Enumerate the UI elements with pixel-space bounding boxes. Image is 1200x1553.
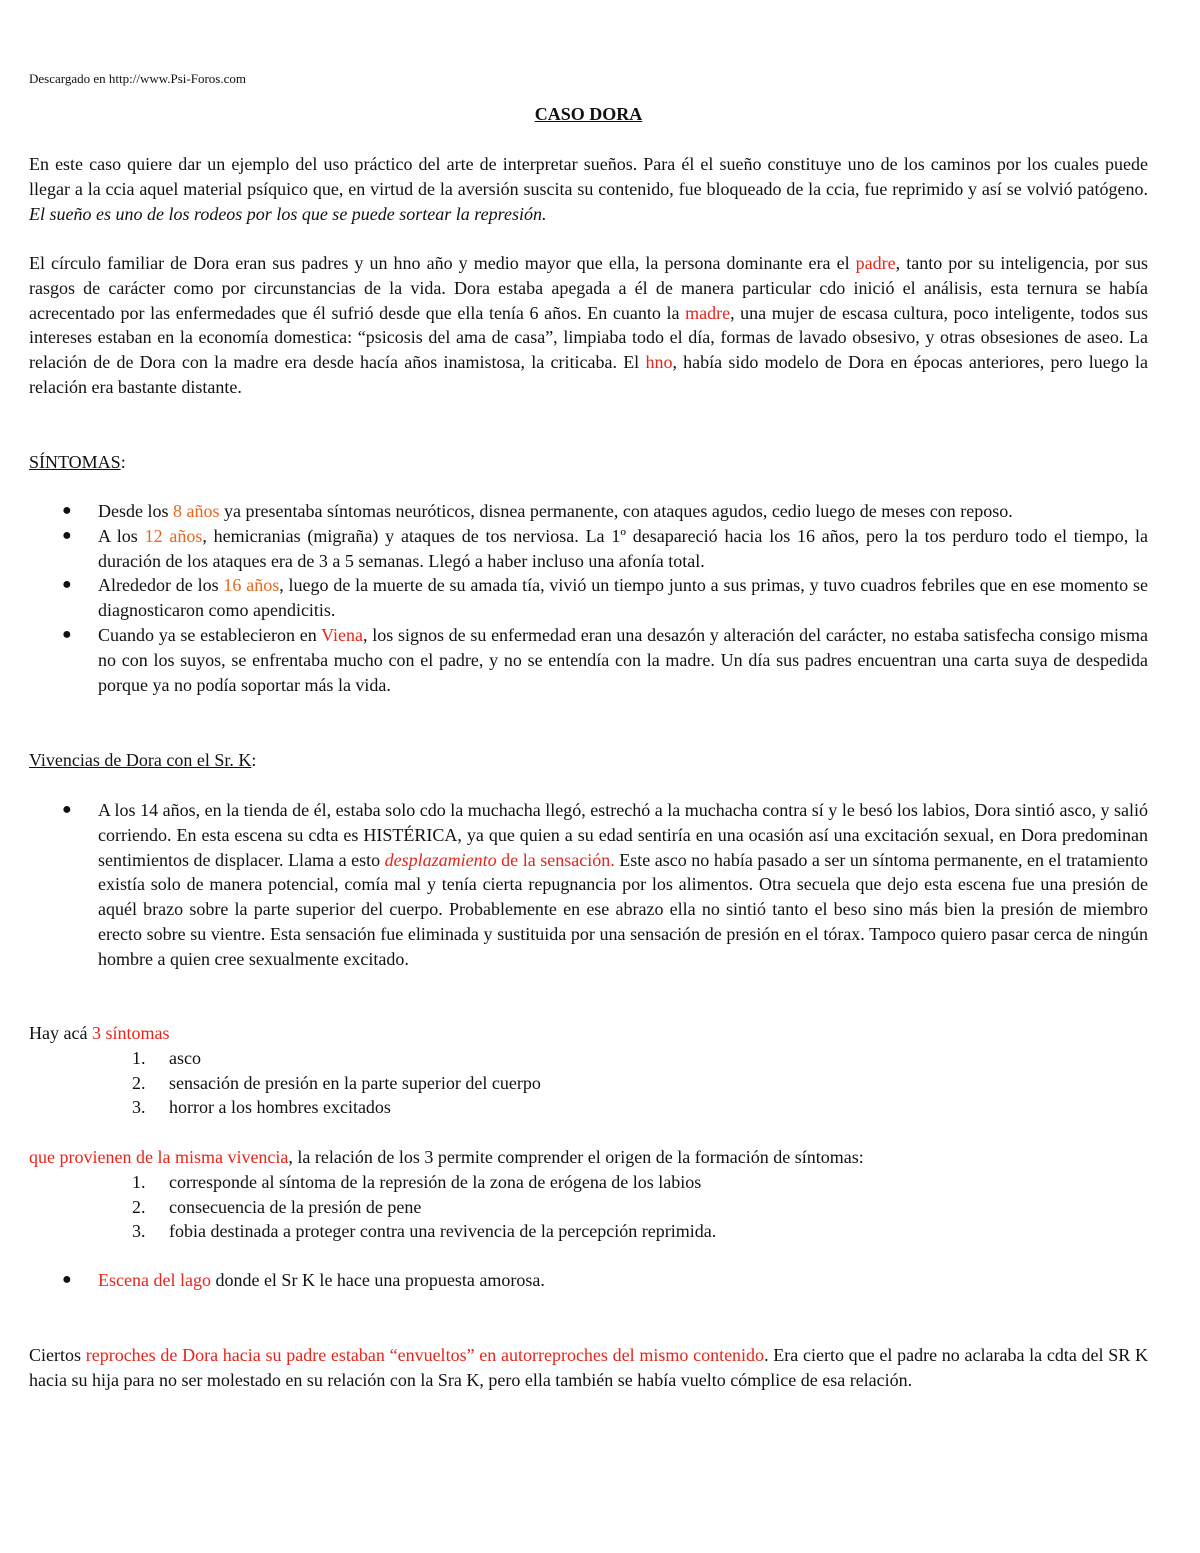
sintomas-list <box>29 499 1148 697</box>
item-text: donde el Sr K le hace una propuesta amorosa. <box>210 1270 545 1290</box>
item-text: Desde los <box>98 501 173 521</box>
item-text: asco <box>169 1047 201 1068</box>
intro-italic: El sueño es uno de los rodeos por los que se puede sortear la represión. <box>29 203 547 224</box>
bullet-icon: ● <box>62 801 72 818</box>
item-text: consecuencia de la presión de pene <box>169 1196 422 1217</box>
list-item <box>29 524 1148 574</box>
family-text-1: El círculo familiar de Dora eran sus padres y un hno año y medio mayor que ella, la persona dominante era el <box>29 253 856 273</box>
document-page <box>29 0 1148 1553</box>
sintomas-heading <box>29 450 1148 475</box>
item-text: A los <box>98 525 145 546</box>
item-text: corresponde al síntoma de la represión de la zona de erógena de los labios <box>169 1171 702 1192</box>
item-text: fobia destinada a proteger contra una revivencia de la percepción reprimida. <box>169 1221 717 1242</box>
item-text: A los 14 años, en la tienda de él, estaba solo cdo la muchacha llegó, estrechó a la muchacha contra sí y le besó los labios, Dora sintió asco, y salió corriendo. En esta escena su cdta es HISTÉRICA, ya que quien a su edad sentiría en una ocasión así una excitación sexual, en Dora predominan sentimientos de displacer. Llama a esto <box>98 800 1148 870</box>
item-number: 3. <box>132 1097 146 1118</box>
tres-sintomas-block <box>29 1021 1148 1120</box>
intro-text: Hay acá <box>29 1023 92 1043</box>
vivencias-heading <box>29 748 1148 773</box>
list-item <box>29 499 1148 524</box>
reproches-highlight: reproches de Dora hacia su padre estaban “envueltos” en autorreproches del mismo contenido <box>85 1345 765 1365</box>
bullet-icon: ● <box>62 1271 72 1288</box>
item-text: , hemicranias (migraña) y ataques de tos nerviosa. La 1º desapareció hacia los 16 años, pero la tos perduro todo el tiempo, la duración de los ataques era de 3 a 5 semanas. Llegó a haber incluso una afonía total. <box>98 525 1149 571</box>
item-text: Este asco no había pasado a ser un síntoma permanente, en el tratamiento existía solo de manera potencial, comía mal y tenía cierta repugnancia por los alimentos. Otra secuela que dejo esta escena fue una presión de aquél brazo sobre la parte superior del cuerpo. Probablemente en ese abrazo ella no sintió tanto el beso sino más bien la presión de miembro erecto sobre su vientre. Esta sensación fue eliminada y sustituida por una sensación de presión en el tórax. Tampoco quiero pasar cerca de ningún hombre a quien cree sexualmente excitado. <box>98 849 1149 969</box>
intro-highlight: 3 síntomas <box>91 1023 170 1043</box>
family-paragraph <box>29 251 1148 400</box>
download-source-note: Descargado en http://www.Psi-Foros.com <box>29 71 247 86</box>
list-item <box>29 798 1148 972</box>
origen-highlight: que provienen de la misma vivencia <box>29 1147 289 1167</box>
item-number: 2. <box>132 1072 146 1093</box>
vivencias-heading-text: Vivencias de Dora con el Sr. K <box>29 750 252 770</box>
item-number: 2. <box>132 1196 146 1217</box>
origen-block <box>29 1145 1148 1244</box>
item-number: 1. <box>132 1171 146 1192</box>
item-number: 3. <box>132 1221 146 1242</box>
item-highlight: Viena <box>321 624 364 645</box>
list-item <box>29 1268 1148 1293</box>
family-text-4: , había sido modelo de Dora en épocas anteriores, pero luego la relación era bastante distante. <box>29 352 1148 397</box>
bullet-icon: ● <box>62 526 72 544</box>
bullet-icon: ● <box>62 625 72 643</box>
item-highlight: 12 años <box>144 525 203 546</box>
list-item <box>29 1219 1148 1244</box>
lago-list <box>29 1268 1148 1293</box>
tres-sintomas-list <box>29 1046 1148 1120</box>
vivencias-list-block <box>29 798 1148 972</box>
list-item <box>29 1095 1148 1120</box>
item-text: sensación de presión en la parte superior del cuerpo <box>169 1072 541 1093</box>
item-number: 1. <box>132 1047 146 1068</box>
item-highlight: de la sensación. <box>496 849 615 870</box>
reproches-text-1: Ciertos <box>29 1345 86 1365</box>
item-highlight: 16 años <box>223 575 280 596</box>
highlight-madre: madre <box>685 302 731 323</box>
reproches-text-2: . Era cierto que el padre no aclaraba la cdta del SR K hacia su hija para no ser molestado en su relación con la Sra K, pero ella también se había vuelto cómplice de esa relación. <box>29 1345 1148 1390</box>
item-text: ya presentaba síntomas neuróticos, disnea permanente, con ataques agudos, cedio luego de meses con reposo. <box>219 501 1013 521</box>
list-item <box>29 1195 1148 1220</box>
document-title: CASO DORA <box>534 104 643 124</box>
item-text: , luego de la muerte de su amada tía, vivió un tiempo junto a sus primas, y tuvo cuadros febriles que en ese momento se diagnosticaron como apendicitis. <box>98 575 1148 621</box>
vivencias-list <box>29 798 1148 972</box>
item-text: Alrededor de los <box>98 575 224 596</box>
family-text-3: , una mujer de escasa cultura, poco inteligente, todos sus intereses estaban en la economía domestica: “psicosis del ama de casa”, limpiaba todo el día, formas de lavado obsesivo, y otras obsesiones de aseo. La relación de de Dora con la madre era desde hacía años inamistosa, la criticaba. El <box>29 302 1148 373</box>
highlight-padre: padre <box>855 253 896 273</box>
origen-list <box>29 1170 1148 1244</box>
family-text-2: , tanto por su inteligencia, por sus rasgos de carácter como por circunstancias de la vida. Dora estaba apegada a él de manera particular cdo inició el análisis, esta ternura se había acrecentado por las enfermedades que él sufrió desde que ella tenía 6 años. En cuanto la <box>29 253 1148 323</box>
item-highlight-italic: desplazamiento <box>384 849 497 870</box>
list-item <box>29 1046 1148 1071</box>
bullet-icon: ● <box>62 502 72 519</box>
vivencias-heading-colon: : <box>251 750 257 770</box>
item-highlight: 8 años <box>173 501 220 521</box>
sintomas-heading-text: SÍNTOMAS <box>29 452 121 472</box>
sintomas-list-block <box>29 499 1148 697</box>
item-text: Cuando ya se establecieron en <box>98 624 322 645</box>
list-item <box>29 1170 1148 1195</box>
item-text: horror a los hombres excitados <box>169 1097 391 1118</box>
origen-intro <box>29 1145 1148 1170</box>
reproches-paragraph <box>29 1343 1148 1393</box>
tres-sintomas-intro <box>29 1021 1148 1046</box>
origen-text: , la relación de los 3 permite comprender el origen de la formación de síntomas: <box>288 1147 864 1167</box>
list-item <box>29 573 1148 623</box>
intro-text: En este caso quiere dar un ejemplo del uso práctico del arte de interpretar sueños. Para él el sueño constituye uno de los caminos por los cuales puede llegar a la ccia aquel material psíquico que, en virtud de la aversión suscita su contenido, fue bloqueado de la ccia, fue reprimido y así se volvió patógeno. <box>29 154 1148 199</box>
highlight-hno: hno <box>645 352 673 373</box>
bullet-icon: ● <box>62 576 72 594</box>
item-highlight: Escena del lago <box>98 1270 211 1290</box>
list-item <box>29 1071 1148 1096</box>
intro-paragraph <box>29 152 1148 226</box>
item-text: , los signos de su enfermedad eran una desazón y alteración del carácter, no estaba satisfecha consigo misma no con los suyos, se enfrentaba mucho con el padre, y no se entendía con la madre. Un día sus padres encuentran una carta suya de despedida porque ya no podía soportar más la vida. <box>98 624 1149 695</box>
list-item <box>29 623 1148 697</box>
lago-block <box>29 1268 1148 1293</box>
sintomas-heading-colon: : <box>120 452 126 472</box>
